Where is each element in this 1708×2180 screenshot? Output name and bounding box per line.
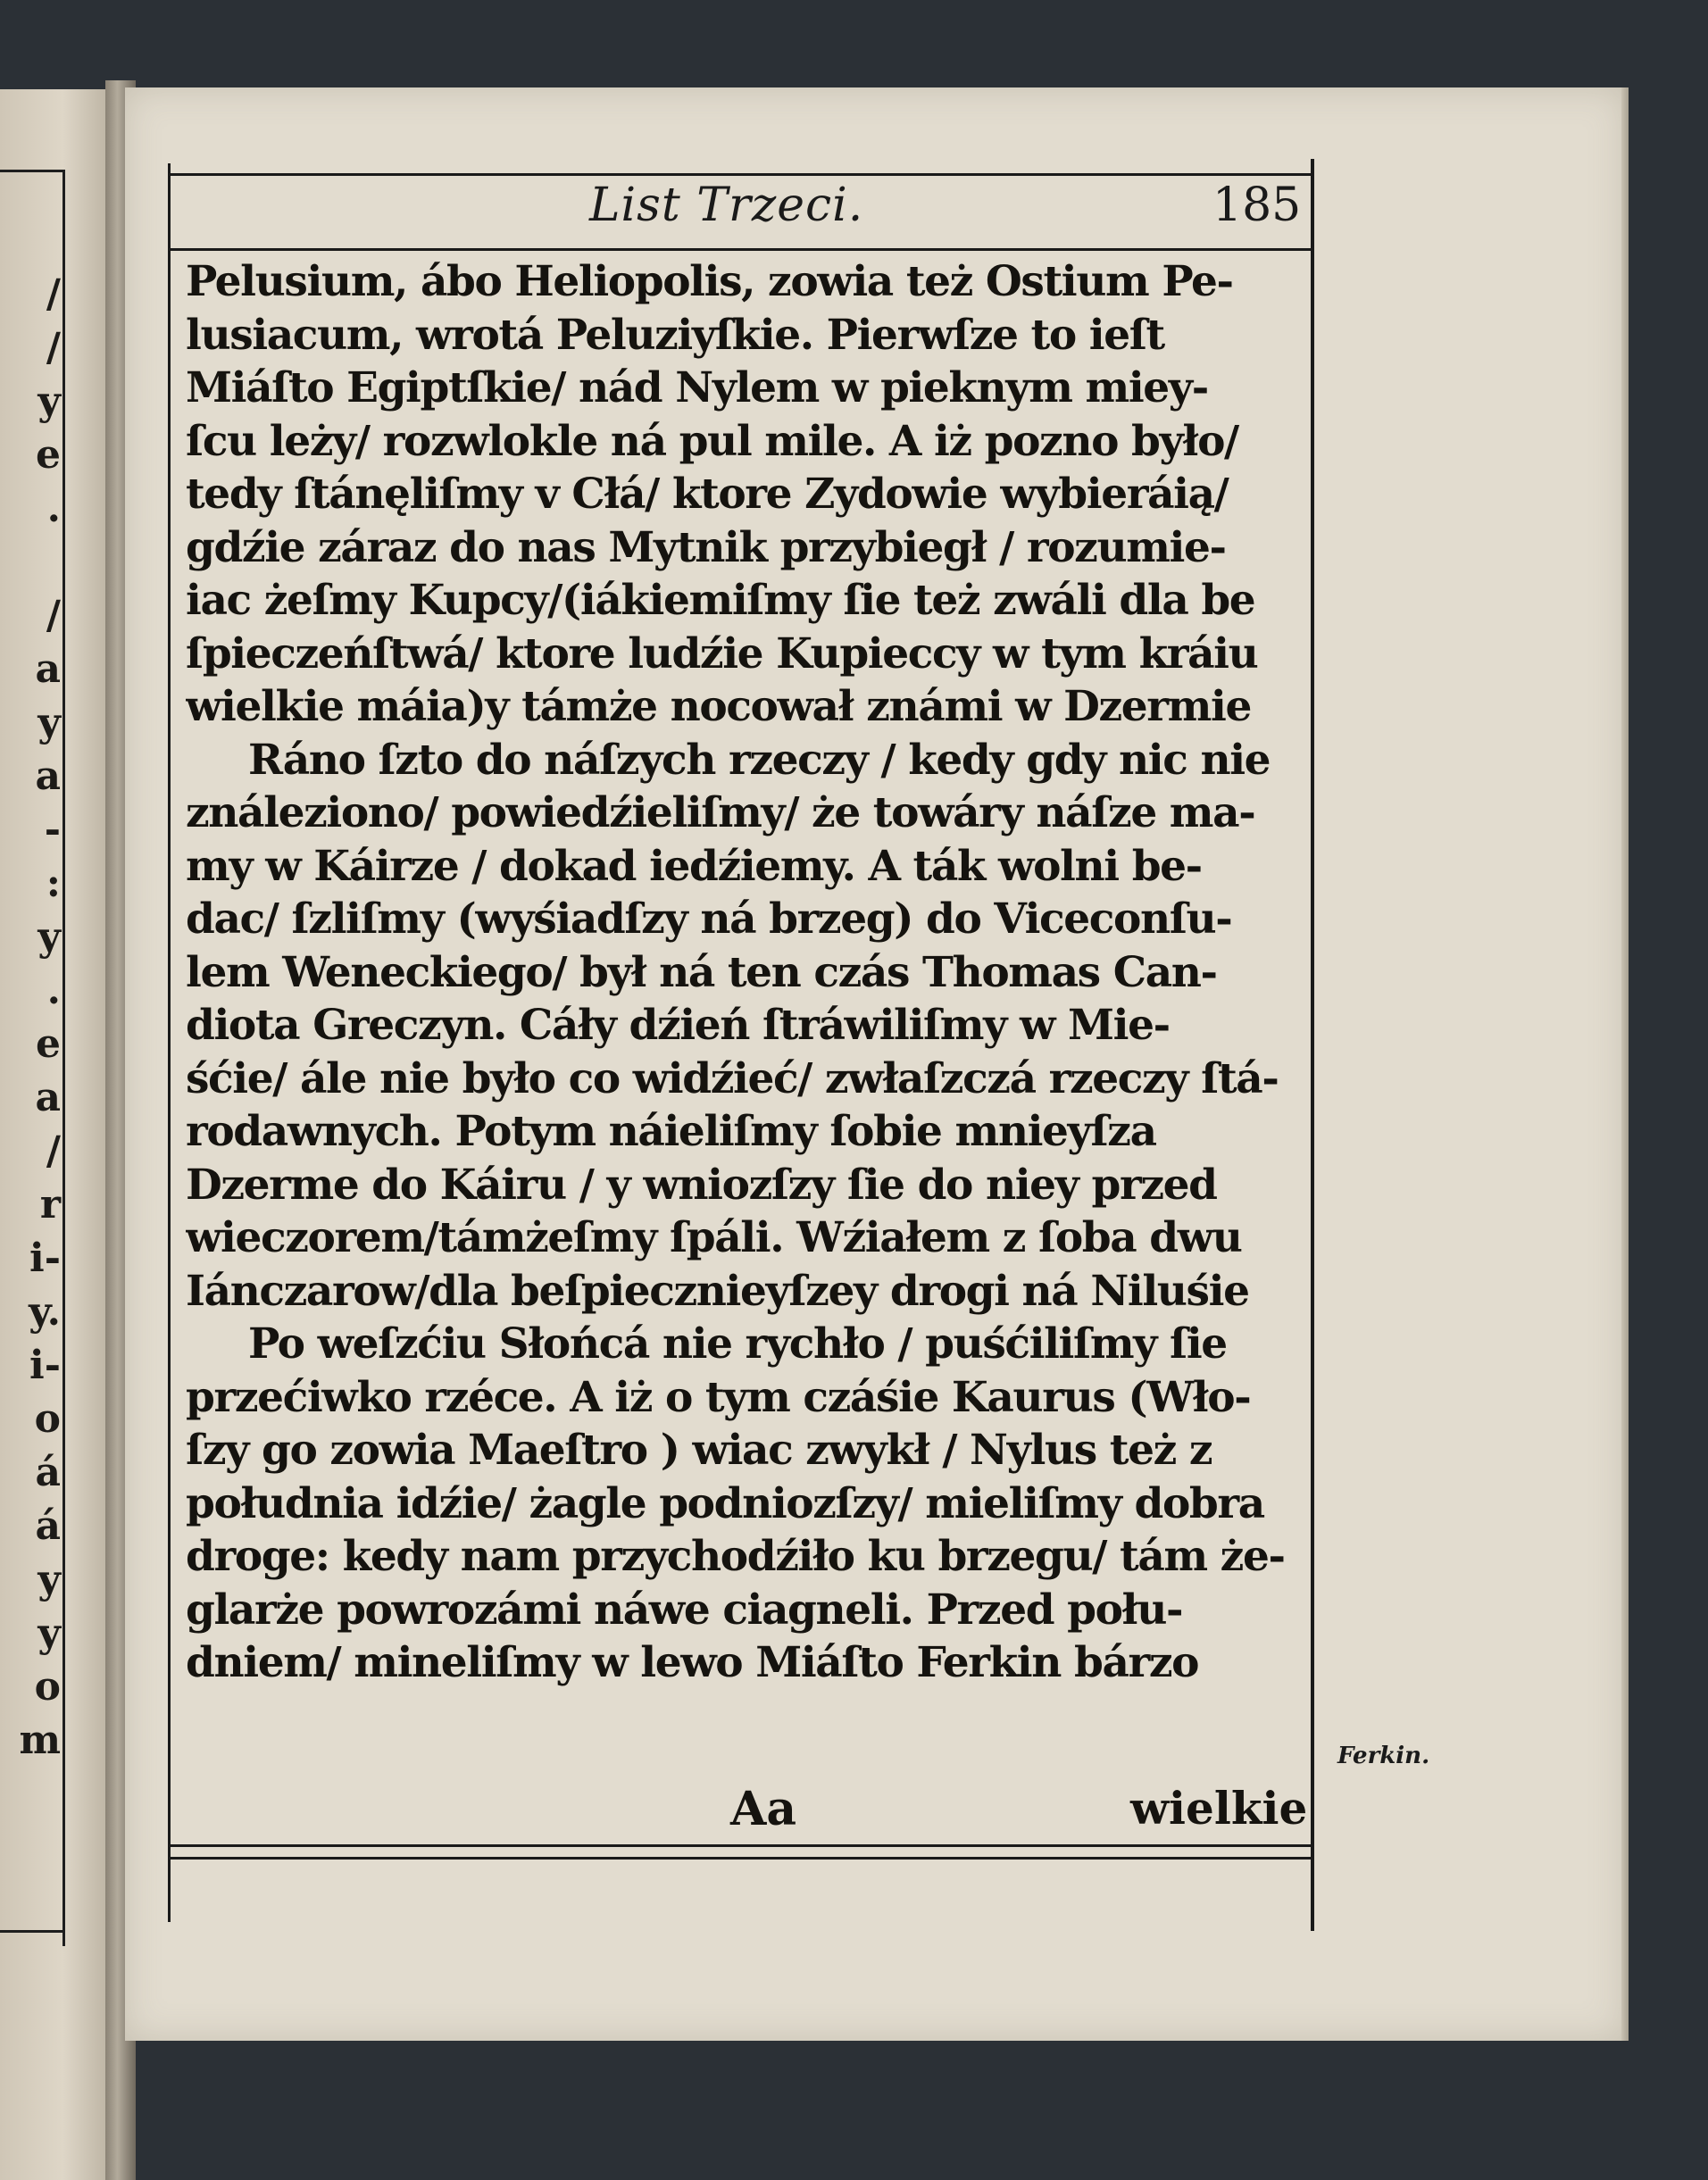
text-line: ſcu leży/ rozwlokle ná pul mile. A iż pozno było/: [186, 416, 1238, 466]
text-line: wielkie máia)y támże nocował známi w Dzermie: [186, 682, 1251, 731]
page-edge: [1621, 87, 1629, 2041]
text-line: rodawnych. Potym náieliſmy ſobie mnieyſza: [186, 1107, 1156, 1156]
left-page-edge-char: /: [46, 325, 61, 370]
left-page-edge-char: a: [35, 1075, 61, 1120]
left-page-edge-char: /: [46, 1128, 61, 1174]
text-line: wieczorem/támżeſmy ſpáli. Wźiałem z ſoba dwu: [186, 1213, 1242, 1262]
text-frame-right-line: [1311, 159, 1314, 1931]
left-page-edge-char: o: [34, 1396, 61, 1442]
text-line: iac żeſmy Kupcy/(iákiemiſmy ſie też zwáli dla be: [186, 576, 1255, 625]
text-line: Iánczarow/dla beſpiecznieyſzey drogi ná Niluśie: [186, 1266, 1249, 1316]
left-page-edge-text: [0, 268, 61, 1768]
left-page-edge-char: a: [35, 646, 61, 692]
text-line: ſpieczeńſtwá/ ktore ludźie Kupieccy w tym kráiu: [186, 628, 1258, 678]
left-page-edge-char: /: [46, 271, 61, 317]
text-line: tedy ſtánęliſmy v Cłá/ ktore Zydowie wybieráią/: [186, 470, 1229, 519]
left-page-edge-char: o: [34, 1664, 61, 1710]
text-line: lusiacum, wrotá Peluziyſkie. Pierwſze to ieſt: [186, 310, 1164, 360]
text-line: lem Weneckiego/ był ná ten czás Thomas Can-: [186, 947, 1217, 997]
left-page-edge-char: e: [36, 432, 61, 478]
text-line: ználeziono/ powiedźieliſmy/ że towáry náſze ma-: [186, 788, 1255, 837]
text-line: południa idźie/ żagle podniozſzy/ mieliſmy dobra: [186, 1478, 1264, 1528]
text-line: dac/ ſzliſmy (wyśiadſzy ná brzeg) do Viceconſu-: [186, 894, 1232, 944]
left-page-edge-char: y: [37, 700, 61, 745]
body-text: [186, 255, 1311, 1690]
left-page-edge-char: -: [44, 807, 61, 853]
text-line: przećiwko rzéce. A iż o tym czáśie Kaurus (Wło-: [186, 1372, 1251, 1422]
left-page-edge-char: y: [37, 1557, 61, 1602]
left-page-edge-char: á: [35, 1503, 61, 1549]
text-line: dniem/ mineliſmy w lewo Miáſto Ferkin bárzo: [186, 1638, 1199, 1687]
margin-note: Ferkin.: [1337, 1743, 1430, 1769]
footer-rule-bottom: [168, 1857, 1312, 1860]
left-page-edge-char: .: [46, 968, 61, 1013]
left-page-frame-line: [62, 170, 65, 1946]
left-page-edge-char: á: [35, 1450, 61, 1495]
text-line: my w Káirze / dokad iedźiemy. A ták wolni be-: [186, 841, 1202, 891]
text-line: gdźie záraz do nas Mytnik przybiegł / rozumie-: [186, 522, 1226, 572]
header-rule-bottom: [168, 248, 1312, 251]
left-page-edge-char: .: [46, 486, 61, 531]
left-page-edge-char: /: [46, 593, 61, 638]
text-line: droge: kedy nam przychodźiło ku brzegu/ tám że-: [186, 1532, 1285, 1581]
left-page-rule-top: [0, 170, 62, 172]
text-line: Ráno ſzto do náſzych rzeczy / kedy gdy nic nie: [248, 735, 1271, 785]
text-line: ſzy go zowia Maeſtro ) wiac zwykł / Nylus też z: [186, 1426, 1212, 1475]
left-page-edge-char: y: [37, 379, 61, 424]
text-line: glarże powrozámi náwe ciagneli. Przed połu-: [186, 1585, 1183, 1635]
left-page-edge-char: [0, 536, 61, 589]
left-page-edge-char: i-: [29, 1343, 61, 1388]
text-line: Pelusium, ábo Heliopolis, zowia też Ostium Pe-: [186, 257, 1233, 306]
left-page-edge-char: y.: [29, 1289, 61, 1335]
left-page-edge-char: m: [19, 1718, 61, 1763]
header-rule-top: [168, 173, 1312, 176]
left-page-rule-bottom: [0, 1930, 62, 1933]
catchword: wielkie: [1130, 1782, 1308, 1835]
page-number: 185: [1212, 179, 1302, 232]
left-page-edge-char: y: [37, 1610, 61, 1656]
running-title: List Trzeci.: [589, 179, 864, 232]
signature-mark: Aa: [730, 1782, 797, 1836]
text-line: Po weſzćiu Słońcá nie rychło / puśćiliſmy ſie: [248, 1319, 1227, 1369]
left-page-edge-char: :: [46, 861, 61, 906]
text-line: śćie/ ále nie było co widźieć/ zwłaſzczá rzeczy ſtá-: [186, 1053, 1279, 1103]
footer-rule-top: [168, 1844, 1312, 1847]
left-page-edge-char: y: [37, 914, 61, 960]
text-line: Miáſto Egiptſkie/ nád Nylem w pieknym miey-: [186, 363, 1208, 412]
left-page-edge-char: r: [39, 1182, 61, 1227]
left-page-edge-char: i-: [29, 1236, 61, 1281]
left-page-edge-char: e: [36, 1021, 61, 1067]
text-line: Dzerme do Káiru / y wniozſzy ſie do niey przed: [186, 1160, 1217, 1210]
text-line: diota Greczyn. Cáły dźień ſtráwiliſmy w Mie-: [186, 1001, 1170, 1050]
right-page: [125, 87, 1625, 2041]
left-page-edge-char: a: [35, 753, 61, 799]
